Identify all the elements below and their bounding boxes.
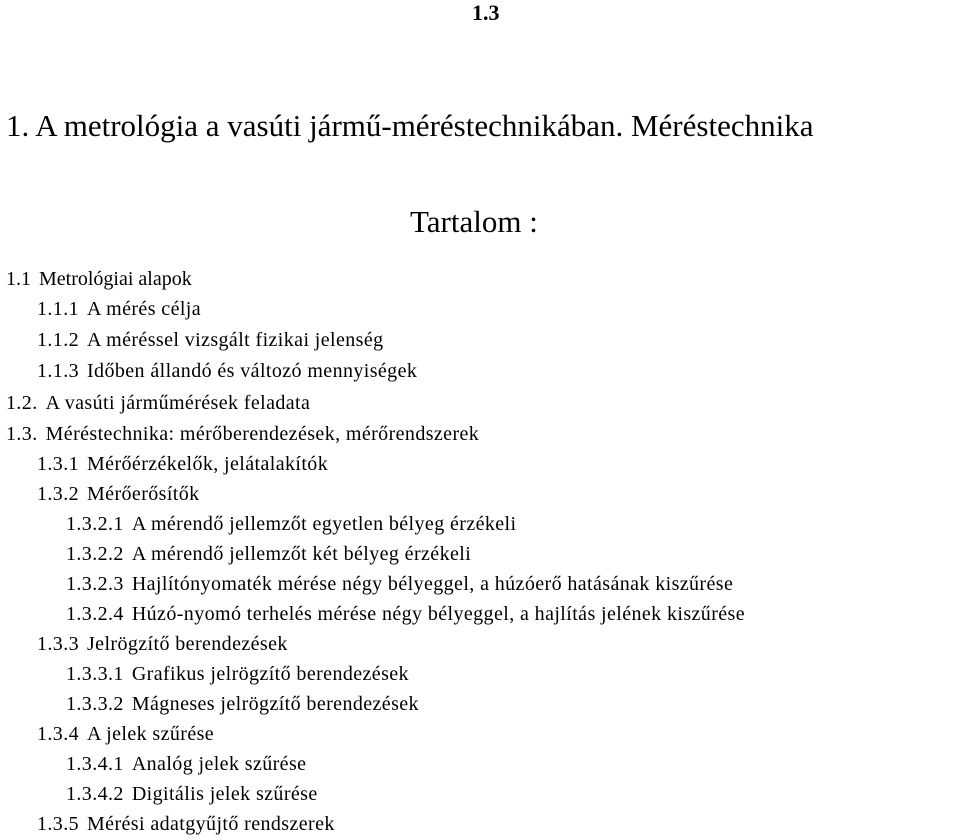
toc-entry-text: A mérendő jellemzőt két bélyeg érzékeli xyxy=(131,543,472,565)
toc-entry xyxy=(66,601,745,627)
toc-entry-number: 1.3.2.4 xyxy=(66,603,124,625)
toc-entry xyxy=(37,481,200,507)
toc-entry-text: Méréstechnika: mérőberendezések, mérőrendszerek xyxy=(45,423,480,445)
toc-entry-text: A mérendő jellemzőt egyetlen bélyeg érzékeli xyxy=(131,513,517,535)
toc-entry-text: Időben állandó és változó mennyiségek xyxy=(87,360,418,382)
toc-entry xyxy=(37,811,335,837)
toc-entry xyxy=(37,327,384,353)
toc-entry-text: Jelrögzítő berendezések xyxy=(87,633,288,655)
toc-entry-text: Grafikus jelrögzítő berendezések xyxy=(131,663,409,685)
toc-entry-text: A méréssel vizsgált fizikai jelenség xyxy=(87,329,384,351)
toc-entry-number: 1.3.1 xyxy=(37,453,79,475)
toc-entry xyxy=(66,691,419,717)
toc-entry-number: 1.3.5 xyxy=(37,813,79,835)
toc-entry xyxy=(66,571,733,597)
toc-entry xyxy=(6,390,310,416)
toc-entry-text: Mérési adatgyűjtő rendszerek xyxy=(87,813,335,835)
toc-entry xyxy=(66,511,516,537)
toc-entry-text: Húzó-nyomó terhelés mérése négy bélyeggel, a hajlítás jelének kiszűrése xyxy=(131,603,745,625)
toc-entry-number: 1.3.2.3 xyxy=(66,573,124,595)
toc-entry-number: 1.2. xyxy=(6,392,38,414)
toc-entry-number: 1.1.3 xyxy=(37,360,79,382)
toc-entry-number: 1.3.3.2 xyxy=(66,693,124,715)
chapter-title: 1. A metrológia a vasúti jármű-méréstechnikában. Méréstechnika xyxy=(6,108,814,143)
toc-entry-text: A jelek szűrése xyxy=(87,723,215,745)
toc-entry-number: 1.3. xyxy=(6,423,38,445)
toc-entry-number: 1.1.1 xyxy=(37,298,79,320)
toc-entry xyxy=(37,296,201,322)
toc-entry-text: Hajlítónyomaték mérése négy bélyeggel, a húzóerő hatásának kiszűrése xyxy=(131,573,734,595)
toc-entry-text: Metrológiai alapok xyxy=(39,268,192,290)
toc-entry-number: 1.3.2.2 xyxy=(66,543,124,565)
toc-entry-number: 1.3.4 xyxy=(37,723,79,745)
toc-entry xyxy=(6,266,192,292)
toc-entry-number: 1.3.2 xyxy=(37,483,79,505)
toc-entry xyxy=(66,661,409,687)
toc-entry-number: 1.3.3.1 xyxy=(66,663,124,685)
toc-entry-text: Mágneses jelrögzítő berendezések xyxy=(131,693,419,715)
toc-entry-text: A mérés célja xyxy=(87,298,202,320)
toc-entry xyxy=(37,358,417,384)
toc-entry-number: 1.1.2 xyxy=(37,329,79,351)
page-number: 1.3 xyxy=(472,0,500,25)
toc-entry-number: 1.3.4.2 xyxy=(66,783,124,805)
toc-entry-number: 1.3.2.1 xyxy=(66,513,124,535)
toc-entry-text: A vasúti járműmérések feladata xyxy=(45,392,311,414)
toc-entry-number: 1.3.3 xyxy=(37,633,79,655)
toc-entry-text: Digitális jelek szűrése xyxy=(131,783,318,805)
toc-entry xyxy=(6,421,479,447)
toc-entry-text: Analóg jelek szűrése xyxy=(131,753,307,775)
toc-entry xyxy=(66,751,306,777)
toc-entry-text: Mérőerősítők xyxy=(87,483,200,505)
toc-entry xyxy=(66,541,471,567)
toc-entry xyxy=(66,781,318,807)
toc-entry xyxy=(37,721,214,747)
toc-entry-text: Mérőérzékelők, jelátalakítók xyxy=(87,453,329,475)
toc-entry-number: 1.1 xyxy=(6,268,31,290)
toc-entry xyxy=(37,451,328,477)
toc-heading: Tartalom : xyxy=(410,204,538,239)
toc-entry-number: 1.3.4.1 xyxy=(66,753,124,775)
toc-entry xyxy=(37,631,288,657)
